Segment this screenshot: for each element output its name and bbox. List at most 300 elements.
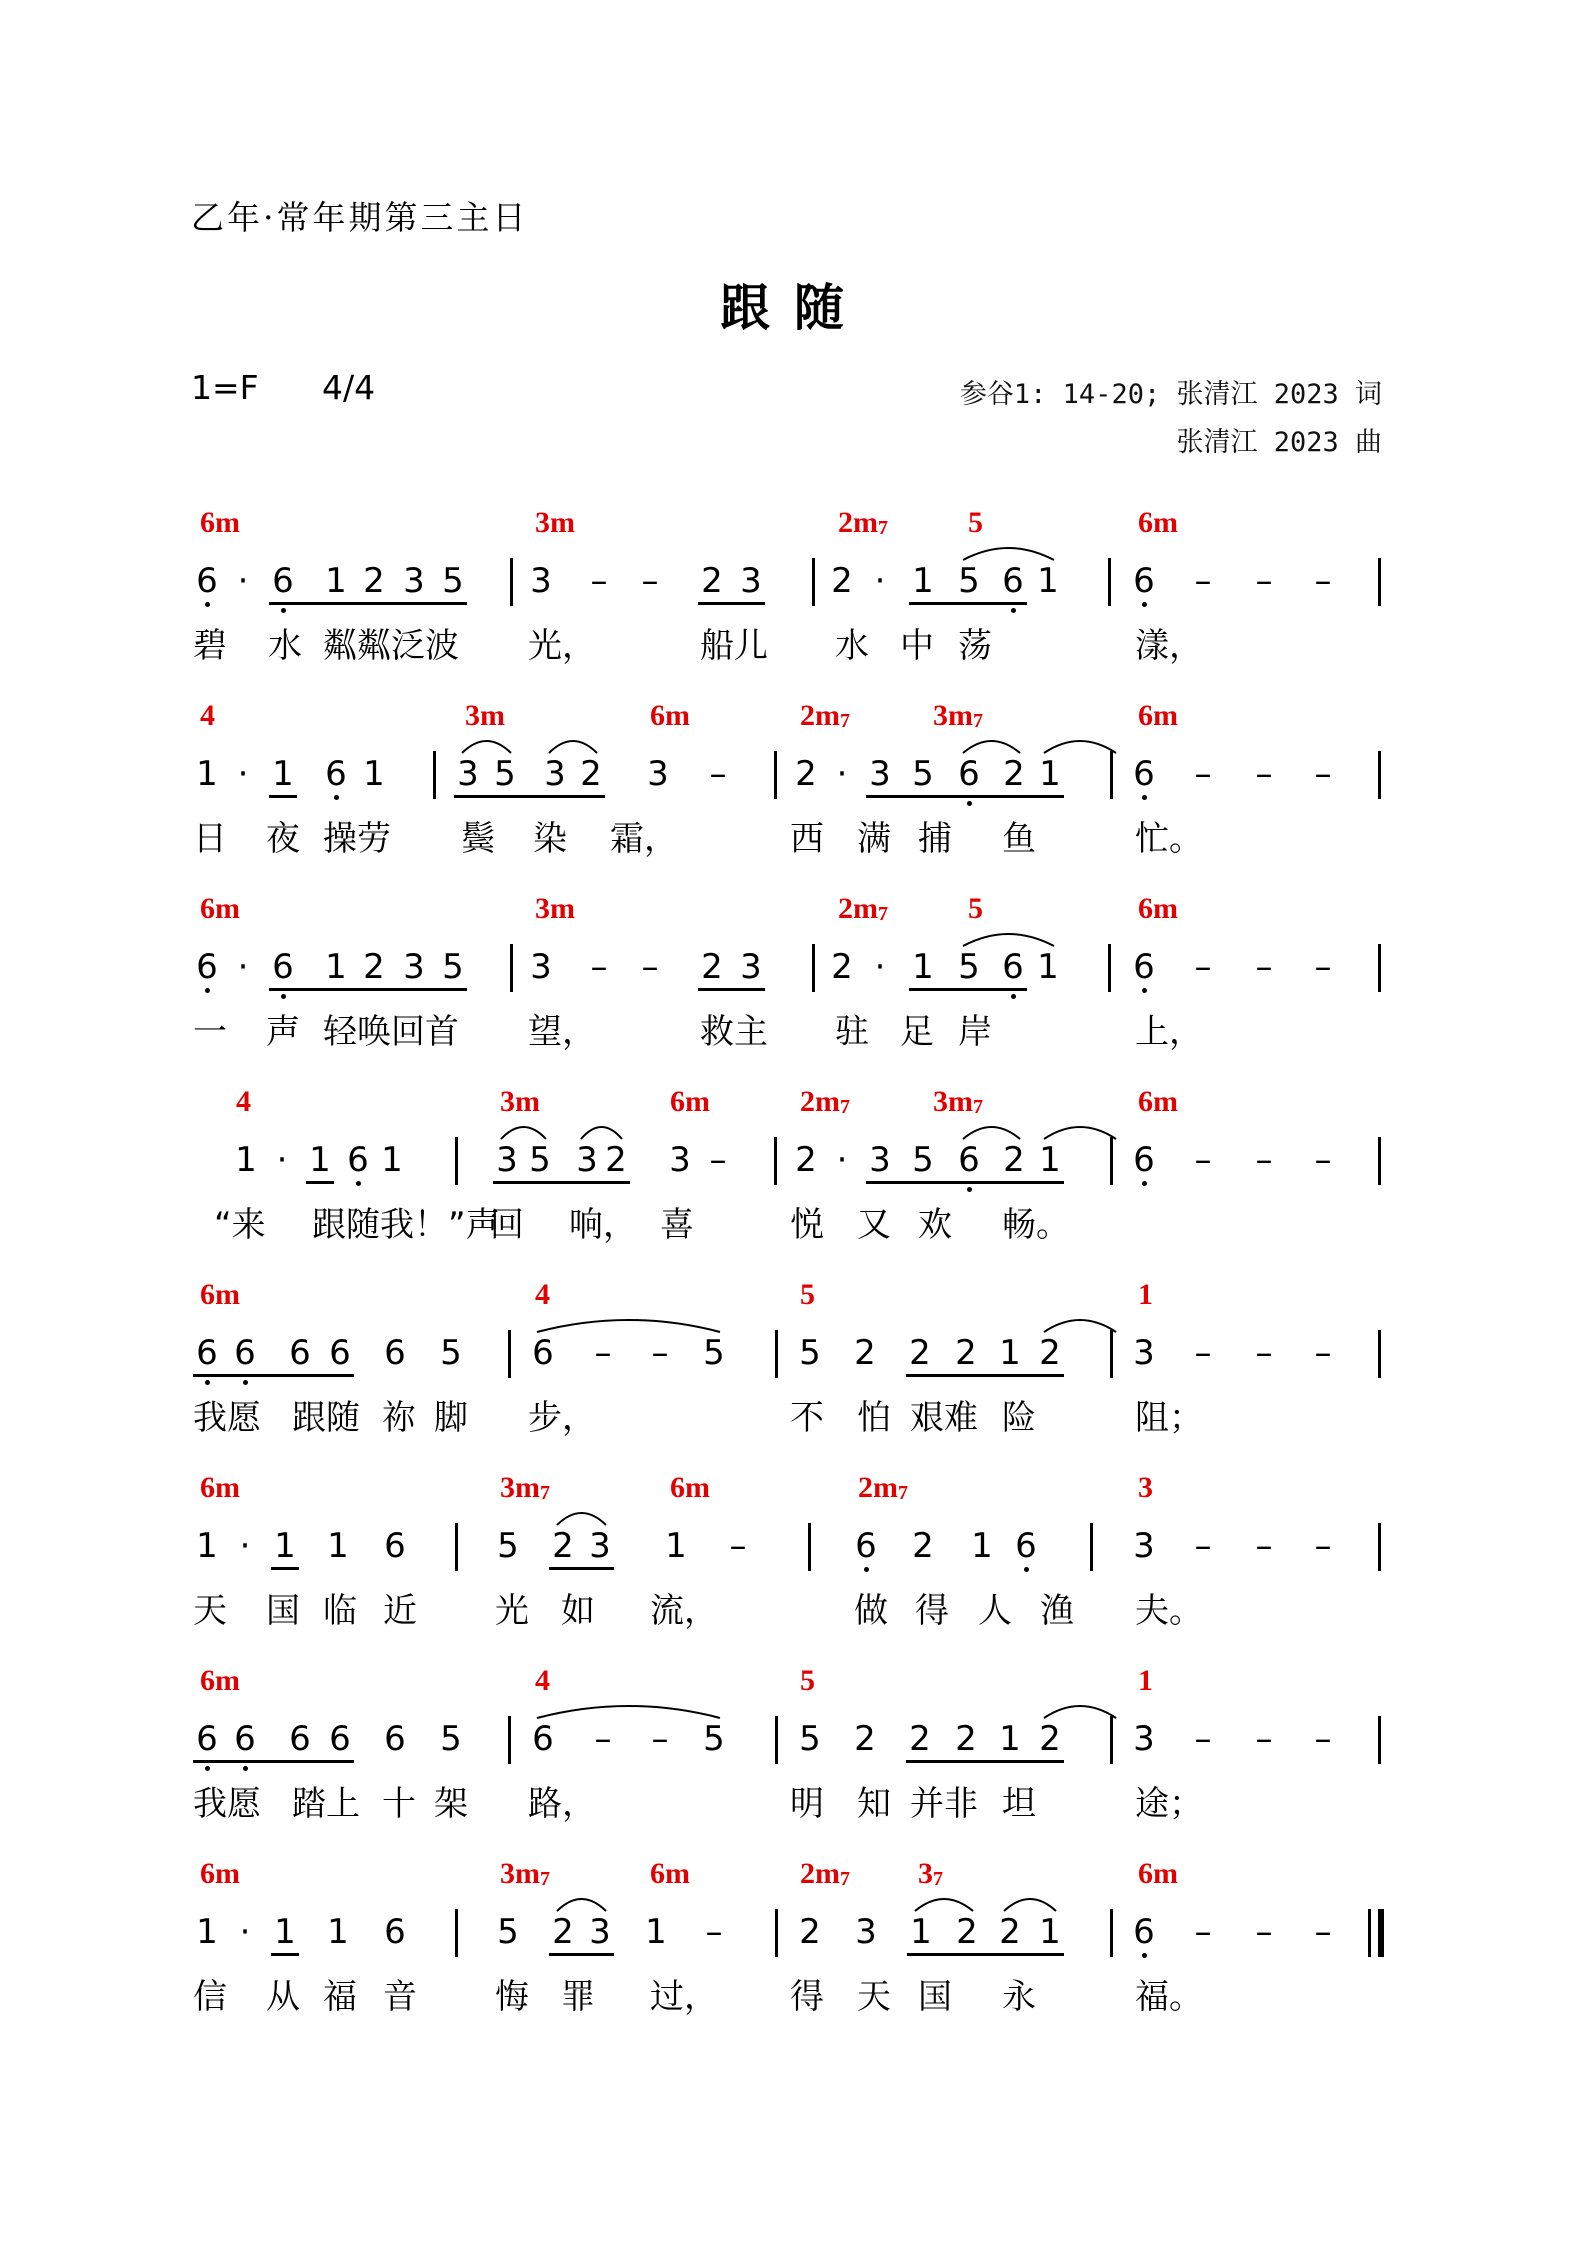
chord-symbol (968, 506, 983, 540)
chord-root: 1 (1138, 1664, 1153, 1697)
lyric-syllable: 得 (915, 1591, 949, 1631)
chord-root: 6m (1138, 892, 1178, 925)
note-digit: 1 (999, 1719, 1021, 1759)
low-octave-dot (334, 795, 339, 800)
low-octave-dot (205, 602, 210, 607)
lyric-syllable: 畅。 (1002, 1205, 1070, 1245)
dash: – (1255, 1140, 1273, 1180)
chord-symbol (670, 1085, 710, 1119)
dash: – (705, 1912, 723, 1952)
chord-root: 3m (465, 699, 505, 732)
lyric-syllable: 跟随 (292, 1398, 360, 1438)
note-digit: 2 (363, 947, 385, 987)
note-digit: 1 (971, 1526, 993, 1566)
note-digit: 1 (196, 1526, 218, 1566)
note-digit: 2 (909, 1333, 931, 1373)
note-digit: 3 (544, 754, 566, 794)
lyric-syllable: 望， (528, 1012, 596, 1052)
note-digit: 1 (1039, 754, 1061, 794)
chord-symbol (200, 506, 240, 540)
note-digit: 3 (740, 947, 762, 987)
low-octave-dot (205, 1380, 210, 1385)
chord-root: 3m (535, 892, 575, 925)
final-bar-line (1378, 1909, 1384, 1957)
dash: – (1194, 1333, 1212, 1373)
bar-line (812, 944, 815, 992)
note-digit: 1 (274, 1912, 296, 1952)
chord-root: 3m (933, 699, 973, 732)
lyric-syllable: 驻 (835, 1012, 869, 1052)
lyric-syllable: “来 (214, 1205, 266, 1245)
note-digit: 6 (272, 947, 294, 987)
note-digit: 1 (327, 1912, 349, 1952)
lyric-syllable: 信 (193, 1977, 227, 2017)
lyric-syllable: 脚 (434, 1398, 468, 1438)
lyric-syllable: 捕 (918, 819, 952, 859)
eighth-underline (493, 1181, 630, 1184)
chord-root: 2m (800, 1857, 840, 1890)
note-digit: 3 (1133, 1526, 1155, 1566)
bar-line (1090, 1523, 1093, 1571)
low-octave-dot (1142, 1181, 1147, 1186)
note-digit: 5 (440, 1333, 462, 1373)
lyric-syllable: 光， (528, 626, 596, 666)
chord-symbol (1138, 506, 1178, 540)
bar-line (1110, 1330, 1113, 1378)
tie-slur (1044, 1127, 1116, 1139)
note-digit: 3 (869, 1140, 891, 1180)
note-digit: 5 (912, 754, 934, 794)
dash: – (651, 1719, 669, 1759)
note-digit: 2 (795, 754, 817, 794)
dash: – (1255, 1333, 1273, 1373)
lyric-syllable: 鱼 (1002, 819, 1036, 859)
low-octave-dot (281, 608, 286, 613)
lyric-syllable: 轻唤回首 (323, 1012, 459, 1052)
note-digit: 1 (235, 1140, 257, 1180)
eighth-underline (271, 1567, 299, 1570)
lyric-syllable: 步， (528, 1398, 596, 1438)
lyric-syllable: 从 (266, 1977, 300, 2017)
note-digit: 5 (494, 754, 516, 794)
note-digit: 1 (1039, 1140, 1061, 1180)
note-digit: 5 (497, 1526, 519, 1566)
lyric-syllable: 明 (790, 1784, 824, 1824)
dash: – (1255, 1912, 1273, 1952)
lyric-syllable: 霜， (610, 819, 678, 859)
chord-symbol (838, 892, 888, 926)
dash: – (1314, 1140, 1332, 1180)
augmentation-dot: · (874, 561, 886, 601)
note-digit: 6 (196, 1719, 218, 1759)
lyric-syllable: 西 (790, 819, 824, 859)
dash: – (1255, 754, 1273, 794)
lyric-syllable: 我愿 (193, 1398, 261, 1438)
chord-root: 4 (200, 699, 215, 732)
augmentation-dot: · (874, 947, 886, 987)
note-digit: 2 (363, 561, 385, 601)
note-digit: 5 (703, 1333, 725, 1373)
tie-slur (915, 1899, 973, 1911)
lyric-syllable: 国 (266, 1591, 300, 1631)
lyric-syllable: 路， (528, 1784, 596, 1824)
lyric-syllable: 福 (323, 1977, 357, 2017)
lyric-syllable: 染 (533, 819, 567, 859)
eighth-underline (698, 988, 765, 991)
note-digit: 1 (912, 561, 934, 601)
dash: – (594, 1333, 612, 1373)
note-digit: 2 (1003, 1140, 1025, 1180)
note-digit: 2 (1039, 1719, 1061, 1759)
bar-line (774, 1137, 777, 1185)
dash: – (1194, 1526, 1212, 1566)
eighth-underline (269, 602, 467, 605)
chord-symbol (1138, 1471, 1153, 1505)
lyric-syllable: 岸 (958, 1012, 992, 1052)
note-digit: 2 (799, 1912, 821, 1952)
low-octave-dot (356, 1181, 361, 1186)
dash: – (709, 754, 727, 794)
dash: – (1314, 947, 1332, 987)
note-digit: 3 (1133, 1333, 1155, 1373)
augmentation-dot: · (237, 561, 249, 601)
augmentation-dot: · (276, 1140, 288, 1180)
note-digit: 5 (442, 947, 464, 987)
note-digit: 5 (799, 1333, 821, 1373)
chord-extension: 7 (540, 1868, 550, 1890)
chord-root: 6m (650, 699, 690, 732)
chord-root: 5 (800, 1278, 815, 1311)
eighth-underline (549, 1953, 614, 1956)
chord-symbol (800, 699, 850, 733)
low-octave-dot (1142, 988, 1147, 993)
eighth-underline (269, 988, 467, 991)
note-digit: 1 (363, 754, 385, 794)
lyric-syllable: 音 (383, 1977, 417, 2017)
chord-symbol (1138, 1857, 1178, 1891)
lyric-syllable: 声 (266, 1012, 300, 1052)
chord-root: 6m (200, 506, 240, 539)
augmentation-dot: · (836, 1140, 848, 1180)
note-digit: 3 (530, 947, 552, 987)
lyric-syllable: 险 (1002, 1398, 1036, 1438)
note-digit: 6 (289, 1333, 311, 1373)
bar-line (1378, 1137, 1381, 1185)
note-digit: 1 (381, 1140, 403, 1180)
bar-line (433, 751, 436, 799)
note-digit: 6 (289, 1719, 311, 1759)
lyric-syllable: 足 (900, 1012, 934, 1052)
bar-line (508, 1330, 511, 1378)
chord-extension: 7 (898, 1482, 908, 1504)
bar-line (1378, 1330, 1381, 1378)
dash: – (1255, 561, 1273, 601)
lyric-syllable: 粼粼泛波 (323, 626, 459, 666)
lyric-syllable: 忙。 (1135, 819, 1203, 859)
note-digit: 1 (196, 1912, 218, 1952)
note-digit: 6 (1133, 947, 1155, 987)
lyric-syllable: 光 (495, 1591, 529, 1631)
chord-root: 2m (800, 1085, 840, 1118)
bar-line (775, 1330, 778, 1378)
tie-slur (537, 1706, 720, 1718)
lyric-syllable: 做 (854, 1591, 888, 1631)
note-digit: 6 (958, 1140, 980, 1180)
dash: – (1194, 754, 1212, 794)
eighth-underline (866, 795, 1064, 798)
chord-extension: 7 (878, 517, 888, 539)
tie-slur (963, 934, 1054, 946)
chord-symbol (800, 1278, 815, 1312)
augmentation-dot: · (836, 754, 848, 794)
dash: – (594, 1719, 612, 1759)
lyric-syllable: 鬓 (461, 819, 495, 859)
dash: – (1194, 1719, 1212, 1759)
note-digit: 1 (910, 1912, 932, 1952)
lyrics-credit: 参谷1: 14-20; 张清江 2023 词 (959, 379, 1382, 410)
chord-root: 6m (670, 1085, 710, 1118)
note-digit: 1 (1039, 1912, 1061, 1952)
bar-line (510, 558, 513, 606)
chord-symbol (1138, 1664, 1153, 1698)
note-digit: 6 (958, 754, 980, 794)
lyric-syllable: 响， (569, 1205, 637, 1245)
note-digit: 1 (999, 1333, 1021, 1373)
note-digit: 6 (329, 1719, 351, 1759)
chord-symbol (968, 892, 983, 926)
note-digit: 3 (869, 754, 891, 794)
bar-line (455, 1137, 458, 1185)
lyric-syllable: 一 (193, 1012, 227, 1052)
eighth-underline (906, 1760, 1064, 1763)
low-octave-dot (1142, 795, 1147, 800)
chord-symbol (933, 1085, 983, 1119)
dash: – (1194, 1912, 1212, 1952)
lyric-syllable: 国 (918, 1977, 952, 2017)
low-octave-dot (243, 1766, 248, 1771)
note-digit: 6 (272, 561, 294, 601)
note-digit: 6 (196, 1333, 218, 1373)
chord-symbol (535, 1278, 550, 1312)
chord-root: 2m (838, 892, 878, 925)
chord-root: 4 (236, 1085, 251, 1118)
lyric-syllable: 夜 (266, 819, 300, 859)
dash: – (709, 1140, 727, 1180)
tie-slur (963, 741, 1020, 753)
low-octave-dot (205, 1766, 210, 1771)
note-digit: 5 (497, 1912, 519, 1952)
note-digit: 3 (457, 754, 479, 794)
eighth-underline (306, 1181, 334, 1184)
eighth-underline (193, 1760, 354, 1763)
lyric-syllable: 我愿 (193, 1784, 261, 1824)
bar-line (1378, 751, 1381, 799)
low-octave-dot (1011, 994, 1016, 999)
chord-root: 4 (535, 1278, 550, 1311)
chord-symbol (1138, 1278, 1153, 1312)
lyric-syllable: 祢 (382, 1398, 416, 1438)
chord-extension: 7 (840, 710, 850, 732)
chord-symbol (800, 1085, 850, 1119)
augmentation-dot: · (239, 1526, 251, 1566)
note-digit: 6 (1002, 561, 1024, 601)
note-digit: 5 (529, 1140, 551, 1180)
note-digit: 2 (912, 1526, 934, 1566)
bar-line (1378, 944, 1381, 992)
tie-slur (501, 1127, 546, 1139)
tie-slur (1044, 741, 1116, 753)
note-digit: 3 (1133, 1719, 1155, 1759)
dash: – (1314, 754, 1332, 794)
page-title: 跟随 (720, 279, 868, 337)
chord-root: 1 (1138, 1278, 1153, 1311)
note-digit: 1 (274, 1526, 296, 1566)
note-digit: 6 (196, 947, 218, 987)
note-digit: 6 (1133, 1140, 1155, 1180)
note-digit: 1 (665, 1526, 687, 1566)
note-digit: 6 (234, 1333, 256, 1373)
bar-line (775, 1716, 778, 1764)
chord-root: 2m (858, 1471, 898, 1504)
chord-symbol (500, 1085, 540, 1119)
dash: – (1255, 1719, 1273, 1759)
chord-symbol (1138, 892, 1178, 926)
lyric-syllable: 得 (790, 1977, 824, 2017)
bar-line (775, 1909, 778, 1957)
lyric-syllable: 流， (650, 1591, 718, 1631)
eighth-underline (271, 1953, 299, 1956)
low-octave-dot (281, 994, 286, 999)
lyric-syllable: 并非 (910, 1784, 978, 1824)
bar-line (808, 1523, 811, 1571)
chord-symbol (200, 1278, 240, 1312)
low-octave-dot (864, 1567, 869, 1572)
chord-symbol (200, 1857, 240, 1891)
note-digit: 1 (645, 1912, 667, 1952)
note-digit: 5 (958, 947, 980, 987)
tie-slur (557, 1513, 606, 1525)
note-digit: 6 (347, 1140, 369, 1180)
note-digit: 1 (1037, 561, 1059, 601)
bar-line (1110, 1909, 1113, 1957)
chord-symbol (858, 1471, 908, 1505)
lyric-syllable: 知 (857, 1784, 891, 1824)
bar-line (455, 1909, 458, 1957)
tie-slur (963, 548, 1054, 560)
note-digit: 1 (912, 947, 934, 987)
note-digit: 5 (799, 1719, 821, 1759)
augmentation-dot: · (239, 1912, 251, 1952)
note-digit: 6 (1015, 1526, 1037, 1566)
chord-symbol (200, 1471, 240, 1505)
lyric-syllable: 又 (857, 1205, 891, 1245)
dash: – (1314, 561, 1332, 601)
note-digit: 2 (1003, 754, 1025, 794)
note-digit: 5 (440, 1719, 462, 1759)
chord-symbol (500, 1471, 550, 1505)
bar-line (1110, 1716, 1113, 1764)
chord-root: 3m (500, 1471, 540, 1504)
dash: – (1255, 947, 1273, 987)
chord-symbol (236, 1085, 251, 1119)
note-digit: 6 (384, 1333, 406, 1373)
note-digit: 1 (309, 1140, 331, 1180)
chord-root: 6m (200, 1664, 240, 1697)
chord-symbol (535, 892, 575, 926)
chord-root: 3m (500, 1857, 540, 1890)
note-digit: 3 (403, 561, 425, 601)
chord-extension: 7 (840, 1868, 850, 1890)
note-digit: 6 (1133, 1912, 1155, 1952)
note-digit: 2 (580, 754, 602, 794)
lyric-syllable: 日 (193, 819, 227, 859)
chord-root: 6m (200, 1471, 240, 1504)
chord-symbol (918, 1857, 943, 1891)
bar-line (510, 944, 513, 992)
lyric-syllable: 临 (323, 1591, 357, 1631)
chord-root: 6m (1138, 699, 1178, 732)
tie-slur (1044, 1320, 1116, 1332)
lyric-syllable: 罪 (561, 1977, 595, 2017)
chord-root: 6m (200, 892, 240, 925)
lyric-syllable: 漾， (1135, 626, 1203, 666)
note-digit: 2 (605, 1140, 627, 1180)
bar-line (508, 1716, 511, 1764)
note-digit: 3 (496, 1140, 518, 1180)
note-digit: 1 (325, 561, 347, 601)
eighth-underline (906, 1374, 1064, 1377)
low-octave-dot (1011, 608, 1016, 613)
lyric-syllable: 天 (193, 1591, 227, 1631)
chord-symbol (1138, 1085, 1178, 1119)
eighth-underline (193, 1374, 354, 1377)
note-digit: 3 (740, 561, 762, 601)
note-digit: 3 (530, 561, 552, 601)
lyric-syllable: 欢 (918, 1205, 952, 1245)
chord-root: 6m (200, 1278, 240, 1311)
note-digit: 2 (831, 947, 853, 987)
chord-extension: 7 (840, 1096, 850, 1118)
lyric-syllable: 夫。 (1135, 1591, 1203, 1631)
tie-slur (537, 1320, 720, 1332)
lyric-syllable: 渔 (1040, 1591, 1074, 1631)
bar-line (1378, 1716, 1381, 1764)
dash: – (651, 1333, 669, 1373)
chord-symbol (535, 1664, 550, 1698)
subtitle: 乙年·常年期第三主日 (191, 198, 529, 237)
note-digit: 6 (329, 1333, 351, 1373)
note-digit: 1 (196, 754, 218, 794)
chord-root: 3 (1138, 1471, 1153, 1504)
lyric-syllable: 人 (978, 1591, 1012, 1631)
chord-extension: 7 (878, 903, 888, 925)
lyric-syllable: 踏上 (292, 1784, 360, 1824)
chord-root: 3 (918, 1857, 933, 1890)
eighth-underline (866, 1181, 1064, 1184)
chord-symbol (500, 1857, 550, 1891)
note-digit: 6 (384, 1912, 406, 1952)
note-digit: 6 (532, 1719, 554, 1759)
lyric-syllable: 水 (835, 626, 869, 666)
chord-symbol (535, 506, 575, 540)
chord-symbol (650, 699, 690, 733)
lyric-syllable: 上， (1135, 1012, 1203, 1052)
chord-root: 6m (1138, 506, 1178, 539)
dash: – (590, 947, 608, 987)
note-digit: 6 (325, 754, 347, 794)
lyric-syllable: 碧 (193, 626, 227, 666)
chord-root: 6m (670, 1471, 710, 1504)
